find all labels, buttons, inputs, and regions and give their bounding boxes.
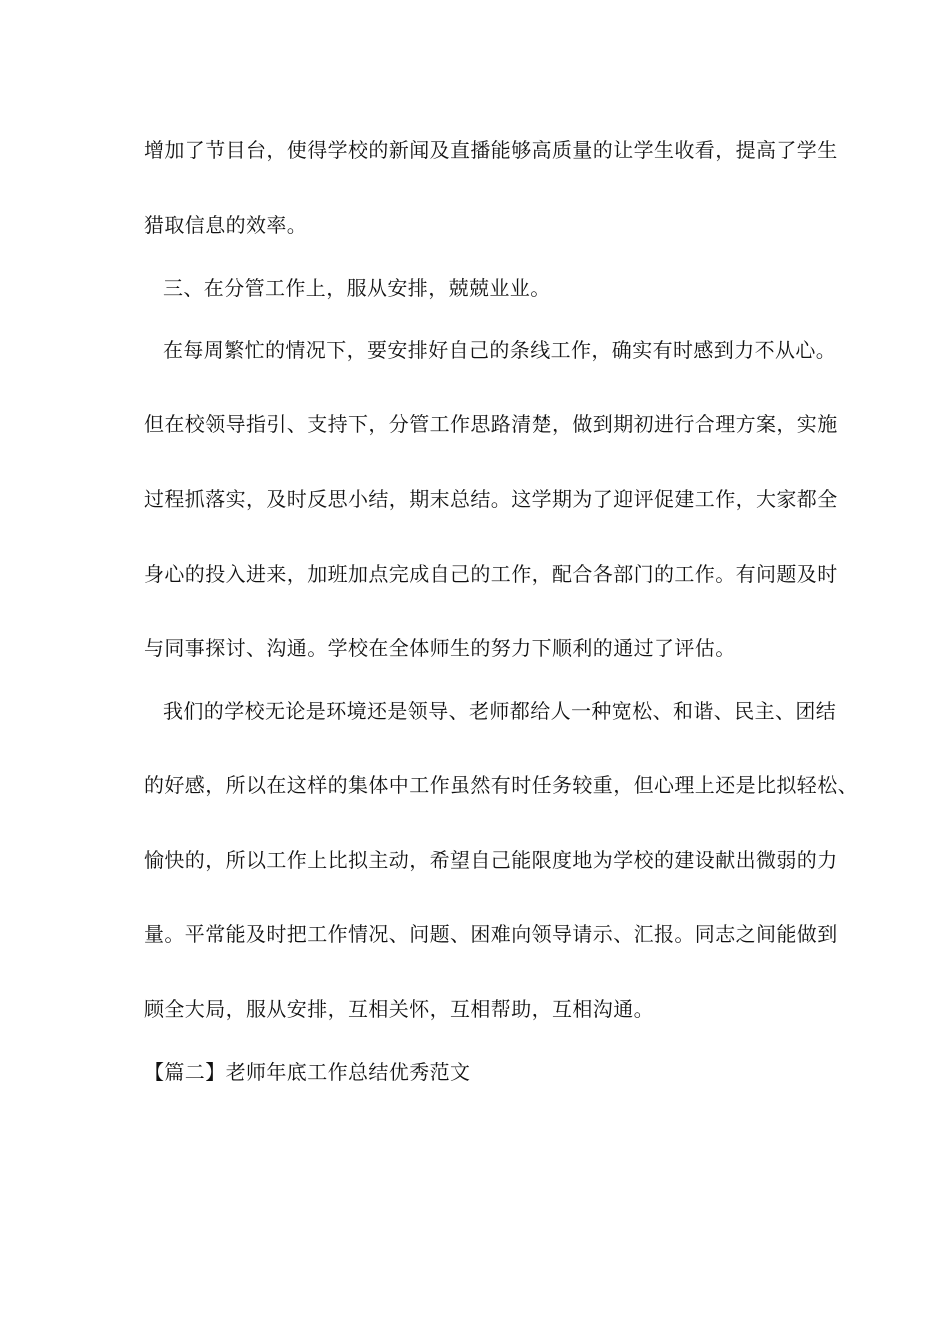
section-heading: 三、在分管工作上，服从安排，兢兢业业。 — [163, 276, 551, 300]
paragraph-line: 的好感，所以在这样的集体中工作虽然有时任务较重，但心理上还是比拟轻松、 — [144, 773, 858, 797]
paragraph-line: 我们的学校无论是环境还是领导、老师都给人一种宽松、和谐、民主、团结 — [163, 699, 837, 723]
paragraph-line: 过程抓落实，及时反思小结，期末总结。这学期为了迎评促建工作，大家都全 — [144, 487, 838, 511]
paragraph-line: 身心的投入进来，加班加点完成自己的工作，配合各部门的工作。有问题及时 — [144, 562, 838, 586]
paragraph-line: 顾全大局，服从安排，互相关怀，互相帮助，互相沟通。 — [144, 997, 654, 1021]
paragraph-line: 增加了节目台，使得学校的新闻及直播能够高质量的让学生收看，提高了学生 — [144, 138, 838, 162]
article-heading: 【篇二】老师年底工作总结优秀范文 — [144, 1060, 471, 1084]
paragraph-line: 与同事探讨、沟通。学校在全体师生的努力下顺利的通过了评估。 — [144, 636, 736, 660]
paragraph-line: 愉快的，所以工作上比拟主动，希望自己能限度地为学校的建设献出微弱的力 — [144, 848, 838, 872]
paragraph-line: 在每周繁忙的情况下，要安排好自己的条线工作，确实有时感到力不从心。 — [163, 338, 837, 362]
paragraph-line: 但在校领导指引、支持下，分管工作思路清楚，做到期初进行合理方案，实施 — [144, 412, 838, 436]
paragraph-line: 猎取信息的效率。 — [144, 213, 308, 237]
paragraph-line: 量。平常能及时把工作情况、问题、困难向领导请示、汇报。同志之间能做到 — [144, 922, 838, 946]
